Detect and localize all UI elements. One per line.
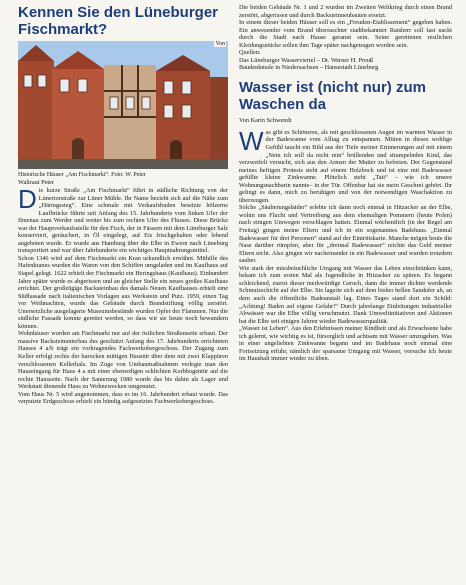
article-continuation: Die beiden Gebäude Nr. 1 und 2 wurden im Zweiten Weltkrieg durch einen Brand zerstört, abgerissen und durch Backsteinneubauten ersetzt. In einem dieser beiden Häuser soll es ein „Freuden-Etablissement“ gegeben haben. Ein anwesender vom Brand überraschter stadtbekannter Ratsherr soll fast nackt durch die Stadt nach Hause gerannt sein. Seine gerettenen restlichen Kleidungsstücke sollen ihm Tage später nachgetragen worden sein. <box>239 4 452 49</box>
drop-cap: W <box>239 125 264 156</box>
photo-illustration <box>18 41 228 169</box>
article-body-fischmarkt <box>18 184 228 406</box>
sources-label: Quellen: <box>239 49 261 57</box>
photo-credit: Von <box>215 41 225 47</box>
article-text: ie kurze Straße „Am Fischmarkt“ führt in südliche Richtung von der Lünertorstraße zur Lüner Mühle. Ihr Name bezieht sich auf die Nähe zum „Häringssteg“. Eine schmale mit Verkaufsbuden besetzte hölzerne Laufbrücke führte seit Anfang des 15. Jahrhunderts vom linken Ufer der Ilmenau zum Werder und weiter bis zum rechten Ufer des Flusses. Diese Brücke war der Hauptverkaufsstelle für den Fisch, der in Fässern mit dem Lüneburger Salz konserviert, geräuchert, in Öl eingelegt, auf Eis frischgehalten oder lebend angeboten wurde. Er wurde aus Hamburg über die Elbe in Ewern nach Lüneburg transportiert und war über Jahrhunderte ein wichtiges Hauptnahrungsmittel. Schon 1346 wird auf dem Fischmarkt ein Kran urkundlich erwähnt. Mithilfe des Hafenkranes wurden die Waren von den Schiffen umgeladen und im Kaufhaus auf Stapel gelegt. 1622 erhielt der Fischmarkt ein Heringshaus (Kaufhaus). Einhundert Jahre später wurde es abgerissen und an gleicher Stelle ein neues großes Kaufhaus errichtet. Der großzügige Backsteinbau des damals Neuen Kaufhauses erhielt eine Südfassade nach italienischen Vorlagen aus Werkstein und Putz. 1959, einen Tag vor Weihnachten, wurde das Gebäude durch Brandstiftung völlig zerstört. Unersetzliche ausgelagerte Museumsbestände wurden Opfer der Flammen. Nur die südliche Fassade konnte gerettet werden, so dass wir sie heute noch bewundern können. Wohnhäuser wurden am Fischmarkt nur auf der östlichen Straßenseite erbaut. Der massive Backsteinunterbau des geschätzt Anfang des 17. Jahrhunderts errichteten Hauses 4 a/b trägt ein vorkragendes Fachwerkobergeschoss. Der Zugang zum Keller erfolgt rechts der barocken mittigen Haustür über dem mit zwei Klappüren verschlossenen Kellerhals. Im Zuge von Umbaumaßnahmen verlegte man den Hauseingang für Haus 4 a mit einer ebenerdigen schlichten Korbbogentür auf die rechte Hausseite. Nach der Sanierung 1980 wurde das bis dahin als Lager und Werkstatt dienende Haus zu Wohnzwecken umgenutzt. Vom Haus Nr. 5 wird angenommen, dass es im 16. Jahrhundert erbaut wurde. Das verputzte Erdgeschoss erhielt ein bündig aufgesetztes Fachwerkobergeschoss. <box>18 187 228 406</box>
right-column <box>239 4 452 363</box>
photo-caption: Historische Häuser „Am Fischmarkt“. Foto: W. Peter <box>18 172 146 178</box>
photo-fischmarkt-houses <box>18 41 228 169</box>
source-item: Das Lüneburger Wasserviertel – Dr. Werner H. Preuß <box>239 56 374 64</box>
article-title-wasser: Wasser ist (nicht nur) zum Waschen da <box>239 78 426 113</box>
article-text: as gibt es Schöneres, als mit geschlossenen Augen im warmen Wasser in der Badewanne vom Alltag zu entspannen. Mitten in dieses wohlige Gefühl taucht ein Bild aus der Tiefe meiner Erinnerungen auf mit einem „Nein ich will da nicht rein“ brüllenden und strampelnden Kind, das verzweifelt versucht, sich aus den Armen der Mutter zu befreien. Der Gegenstand meines heftigen Protests steht auf einem Holzbock und ist eine mit Badewasser gefüllte kleine Zinkwanne. Plötzlich steht „Tati“ – wie ich unsere Wohnungsnachbarin nannte– in der Tür. Offenbar hat sie mein Geschrei gehört. Ihr gelingt es dann, mich zu beruhigen und von der notwendigen Waschaktion zu überzeugen. Solche „Säuberungsbäder“ erlebte ich dann noch einmal in Hitzacker an der Elbe, wohin uns Flucht und Vertreibung aus dem ehemaligen Pommern (heute Polen) nach einigen Umwegen verschlagen hatten. Einmal wöchentlich (in der Regel am Freitag) gingen meine Eltern und ich in ein sogenanntes Badehaus. „Einmal Badewasser für drei Personen“ stand auf der Eintrittskarte. Manche mögen heute die Nase darüber rümpfen, aber für „dreimal Badewasser“ reichte das Geld meiner Eltern nicht. Also gingen wir nacheinander in ein Badewasser und wurden trotzdem sauber. Wie stark der missbräuchliche Umgang mit Wasser das Leben einschränken kann, bekam ich zum ersten Mal als Jugendliche in Hitzacker zu spüren. Es begann schleichend, zuerst dieser merkwürdige Geruch, dann die immer dichter werdende Schmutzschicht auf der Elbe. Sie lagerte sich auf dem bisher hellen Sandufer ab, an dem auch die öffentliche Badeanstalt lag. Eines Tages stand dort ein Schild: „Achtung! Baden auf eigene Gefahr!“ Durch jahrelange Einleitungen industrieller Abwässer war die Elbe völlig verschmutzt. Dank Umweltinitiativen und Aktionen hat die Elbe seit einigen Jahren wieder Badewasserqualität. „Wasser ist Leben“. Aus den Erlebnissen meiner Kindheit und als Erwachsene habe ich gelernt, wie wichtig es ist, fürsorglich und achtsam mit Wasser umzugehen. Was in einer ungeliebten Zinkwanne begann und im Badehaus noch einmal eine Fortsetzung erfuhr, nämlich der sparsame Umgang mit Wasser, versuche ich heute im Haushalt immer wieder zu üben. <box>239 128 452 363</box>
source-item: Baudenkmale in Niedersachsen – Hansestadt Lüneburg <box>239 64 379 72</box>
article-body-wasser <box>239 125 452 363</box>
author-byline: Von Karin Schwendt <box>239 116 292 124</box>
drop-cap: D <box>18 184 37 214</box>
author-byline: Waltraut Peter <box>18 179 55 186</box>
left-column <box>18 4 228 406</box>
article-title-fischmarkt: Kennen Sie den Lüneburger Fischmarkt? <box>18 4 219 38</box>
